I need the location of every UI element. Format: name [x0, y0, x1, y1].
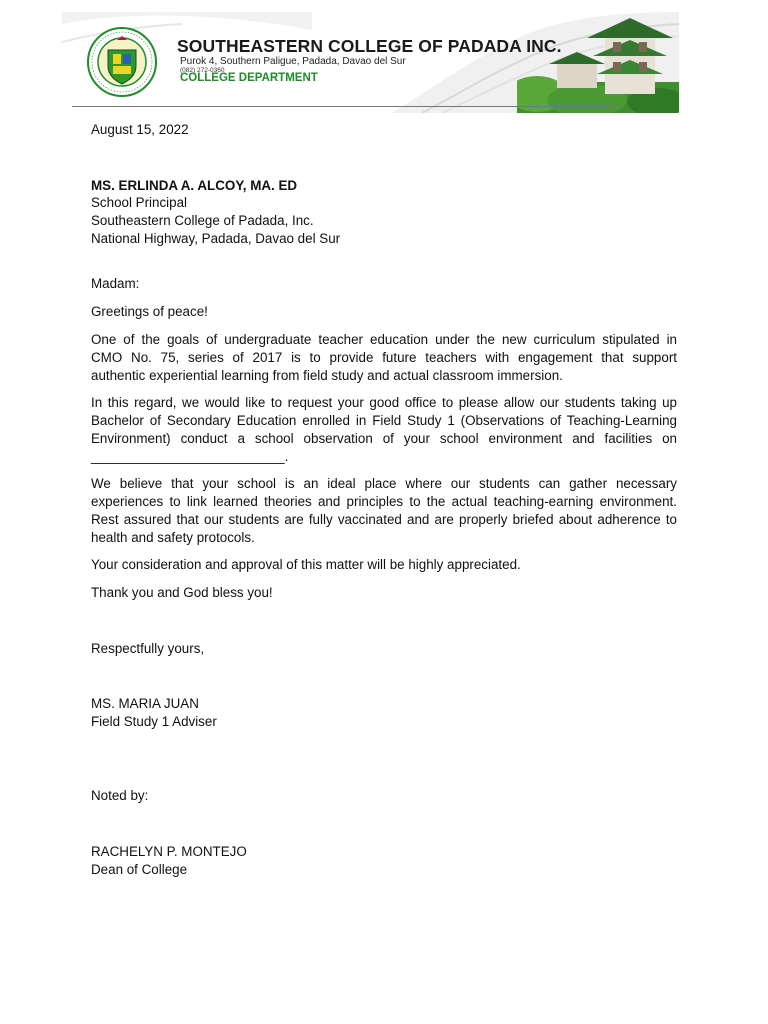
- noted-by-label: Noted by:: [91, 788, 149, 803]
- signatory-2-name: RACHELYN P. MONTEJO: [91, 844, 247, 859]
- paragraph-1: [91, 331, 677, 385]
- paragraph-2-line: Environment) conduct a school observation of your school environment and facilities on: [91, 431, 677, 446]
- signatory-1-name: MS. MARIA JUAN: [91, 696, 199, 711]
- greeting: Greetings of peace!: [91, 304, 208, 319]
- closing: Respectfully yours,: [91, 641, 205, 656]
- department-name: COLLEGE DEPARTMENT: [180, 72, 318, 84]
- recipient-title: School Principal: [91, 195, 188, 210]
- school-address: Purok 4, Southern Paligue, Padada, Davao del Sur: [180, 56, 406, 67]
- paragraph-3: [91, 475, 677, 547]
- salutation: Madam:: [91, 276, 140, 291]
- paragraph-1-line: One of the goals of undergraduate teacher education under the new curriculum stipulated in: [91, 332, 677, 347]
- recipient-institution: Southeastern College of Padada, Inc.: [91, 213, 314, 228]
- thanks-line: Thank you and God bless you!: [91, 585, 273, 600]
- paragraph-1-line: CMO No. 75, series of 2017 is to provide future teachers with engagement that support: [91, 350, 677, 365]
- recipient-name: MS. ERLINDA A. ALCOY, MA. ED: [91, 178, 298, 193]
- paragraph-4: Your consideration and approval of this matter will be highly appreciated.: [91, 557, 521, 572]
- paragraph-2-line: Bachelor of Secondary Education enrolled in Field Study 1 (Observations of Teaching-Learning: [91, 413, 677, 428]
- school-name: SOUTHEASTERN COLLEGE OF PADADA INC.: [177, 36, 562, 56]
- signatory-2-position: Dean of College: [91, 862, 188, 877]
- header-divider: [72, 106, 620, 107]
- paragraph-3-line: experiences to link learned theories and principles to the actual teaching-earning environment.: [91, 494, 677, 509]
- school-phone: (082) 272-0360: [180, 67, 225, 74]
- letter-date: August 15, 2022: [91, 122, 189, 137]
- paragraph-2-line: In this regard, we would like to request your good office to please allow our students taking up: [91, 395, 677, 410]
- recipient-address: National Highway, Padada, Davao del Sur: [91, 231, 341, 246]
- paragraph-2: [91, 394, 677, 466]
- paragraph-3-line: Rest assured that our students are fully vaccinated and are properly briefed about adherence to: [91, 512, 677, 527]
- letterhead: [62, 12, 679, 113]
- school-seal-logo: [86, 26, 158, 98]
- paragraph-3-line: health and safety protocols.: [91, 530, 255, 545]
- pagoda-building-image: [517, 12, 679, 113]
- paragraph-1-line: authentic experiential learning from field study and actual classroom immersion.: [91, 368, 563, 383]
- signatory-1-position: Field Study 1 Adviser: [91, 714, 217, 729]
- paragraph-3-line: We believe that your school is an ideal place where our students can gather necessary: [91, 476, 677, 491]
- date-blank-line: __________________________.: [91, 449, 289, 464]
